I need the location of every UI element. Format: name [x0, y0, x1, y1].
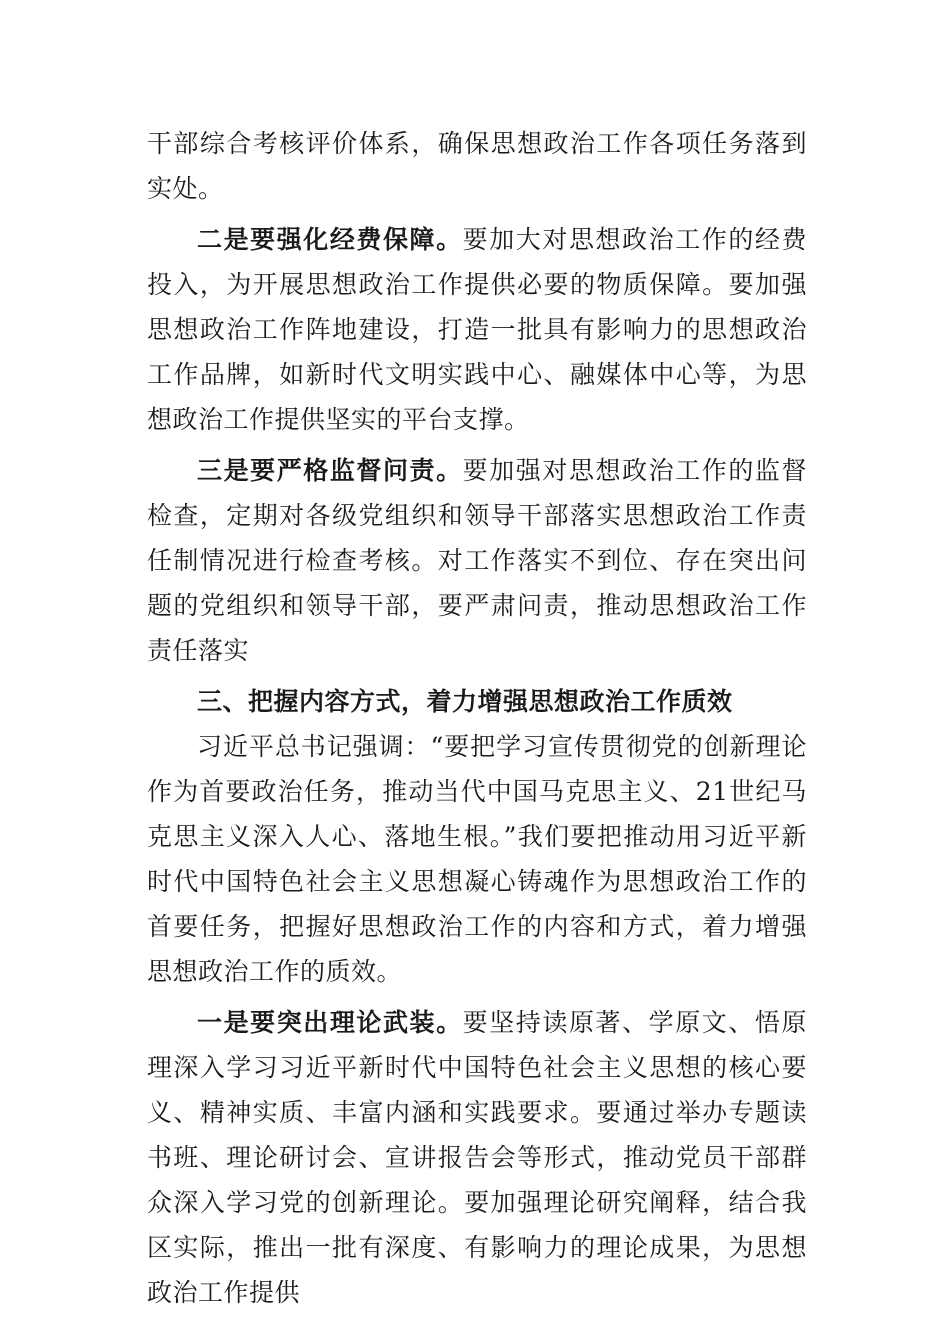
paragraph-lead: 二是要强化经费保障。	[197, 225, 463, 254]
paragraph-funding	[147, 217, 807, 442]
paragraph-supervision	[147, 448, 807, 673]
paragraph-theory	[147, 1000, 807, 1315]
paragraph-text: 要加强对思想政治工作的监督检查，定期对各级党组织和领导干部落实思想政治工作责任制情况进行检查考核。对工作落实不到位、存在突出问题的党组织和领导干部，要严肃问责，推动思想政治工作责任落实	[147, 456, 807, 665]
paragraph-text: 干部综合考核评价体系，确保思想政治工作各项任务落到实处。	[147, 129, 807, 203]
paragraph-text: 习近平总书记强调：“要把学习宣传贯彻党的创新理论作为首要政治任务，推动当代中国马克思主义、21世纪马克思主义深入人心、落地生根。”我们要把推动用习近平新时代中国特色社会主义思想凝心铸魂作为思想政治工作的首要任务，把握好思想政治工作的内容和方式，着力增强思想政治工作的质效。	[147, 732, 807, 986]
document-page	[147, 121, 807, 1315]
paragraph-continuation	[147, 121, 807, 211]
paragraph-text: 要加大对思想政治工作的经费投入，为开展思想政治工作提供必要的物质保障。要加强思想政治工作阵地建设，打造一批具有影响力的思想政治工作品牌，如新时代文明实践中心、融媒体中心等，为思想政治工作提供坚实的平台支撑。	[147, 225, 807, 434]
paragraph-lead: 一是要突出理论武装。	[197, 1008, 463, 1037]
section-heading: 三、把握内容方式，着力增强思想政治工作质效	[197, 687, 733, 716]
paragraph-text: 要坚持读原著、学原文、悟原理深入学习习近平新时代中国特色社会主义思想的核心要义、精神实质、丰富内涵和实践要求。要通过举办专题读书班、理论研讨会、宣讲报告会等形式，推动党员干部群众深入学习党的创新理论。要加强理论研究阐释，结合我区实际，推出一批有深度、有影响力的理论成果，为思想政治工作提供	[147, 1008, 807, 1307]
paragraph-quote	[147, 724, 807, 994]
paragraph-lead: 三是要严格监督问责。	[197, 456, 463, 485]
